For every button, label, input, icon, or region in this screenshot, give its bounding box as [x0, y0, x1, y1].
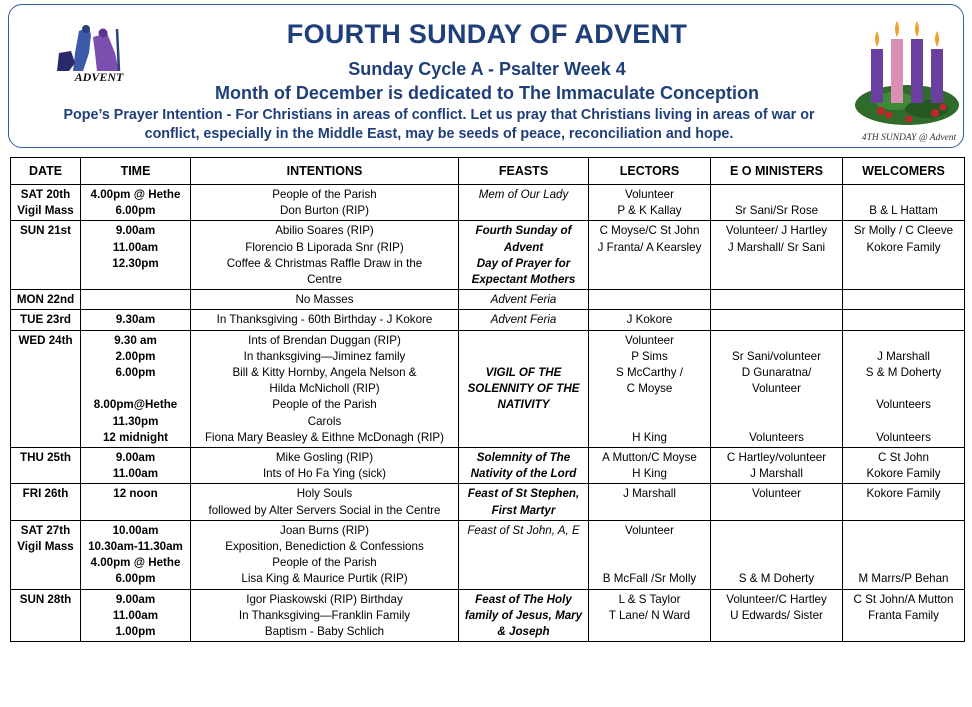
eo-ministers-line: Sr Sani/volunteer: [732, 349, 821, 363]
welcomers-line: Kokore Family: [866, 240, 941, 254]
lectors-line: [591, 539, 708, 555]
intentions-cell: [191, 589, 459, 642]
feasts-line: Solemnity of The: [476, 451, 571, 465]
welcomers-line: Sr Molly / C Cleeve: [853, 224, 954, 238]
eo-ministers-line: [713, 414, 840, 430]
intentions-cell: [191, 310, 459, 330]
feasts-line: Advent Feria: [490, 313, 557, 327]
eo-ministers-line: J Marshall: [750, 467, 803, 481]
lectors-line: C Moyse: [626, 382, 673, 396]
feasts-line: Advent Feria: [490, 293, 557, 307]
time-line: 12 noon: [113, 487, 158, 501]
eo-ministers-cell: [711, 310, 843, 330]
time-line: 4.00pm @ Hethe: [90, 188, 181, 201]
time-line: 9.30 am: [114, 333, 157, 347]
intentions-line: Mike Gosling (RIP): [275, 451, 374, 465]
lectors-line: T Lane/ N Ward: [608, 608, 691, 622]
eo-ministers-line: [713, 539, 840, 555]
date-line: THU 25th: [20, 451, 71, 465]
wreath-candles-icon: [847, 19, 969, 131]
welcomers-line: Kokore Family: [866, 467, 941, 481]
time-line: 9.00am: [115, 592, 156, 606]
lectors-line: H King: [632, 467, 667, 481]
feasts-cell: [459, 589, 589, 642]
date-line: SAT 27th: [20, 523, 71, 537]
time-cell: [81, 448, 191, 484]
welcomers-line: [845, 333, 962, 349]
lectors-line: [591, 414, 708, 430]
intentions-line: followed by Alter Servers Social in the Centre: [208, 503, 441, 517]
welcomers-cell: [843, 330, 965, 447]
time-line: 10.30am-11.30am: [88, 540, 183, 554]
time-line: 9.30am: [115, 313, 156, 327]
lectors-line: C Moyse/C St John: [599, 224, 700, 238]
date-line: SUN 28th: [19, 592, 72, 606]
feasts-line: Feast of St Stephen,: [467, 487, 580, 501]
intentions-line: Bill & Kitty Hornby, Angela Nelson &: [232, 366, 417, 380]
date-cell: [11, 589, 81, 642]
table-row: [11, 589, 965, 642]
intentions-cell: [191, 448, 459, 484]
eo-ministers-line: Volunteer: [752, 382, 801, 396]
intentions-line: Abilio Soares (RIP): [275, 224, 374, 238]
lectors-line: Volunteer: [625, 523, 674, 537]
time-line: 2.00pm: [115, 349, 156, 363]
welcomers-line: Kokore Family: [866, 487, 941, 501]
lectors-line: Volunteer: [625, 333, 674, 347]
welcomers-line: B & L Hattam: [869, 204, 938, 218]
table-row: [11, 330, 965, 447]
intentions-line: Lisa King & Maurice Purtik (RIP): [241, 572, 408, 586]
date-cell: [11, 330, 81, 447]
lectors-line: A Mutton/C Moyse: [602, 451, 697, 465]
table-header-row: [11, 158, 965, 185]
intentions-line: Don Burton (RIP): [280, 204, 369, 218]
feasts-line: [461, 333, 586, 349]
lectors-line: B McFall /Sr Molly: [602, 572, 697, 586]
welcomers-line: [845, 539, 962, 555]
intentions-line: Igor Piaskowski (RIP) Birthday: [246, 592, 403, 606]
welcomers-cell: [843, 290, 965, 310]
time-line: 6.00pm: [115, 572, 156, 586]
lectors-line: J Kokore: [626, 313, 673, 327]
date-cell: [11, 185, 81, 221]
mass-schedule-table: [10, 157, 965, 642]
feasts-line: [461, 349, 586, 365]
time-line: 11.00am: [112, 608, 159, 622]
column-header-lectors: LECTORS: [589, 158, 711, 185]
feasts-cell: [459, 185, 589, 221]
feasts-cell: [459, 484, 589, 520]
time-cell: [81, 221, 191, 290]
eo-ministers-cell: [711, 448, 843, 484]
advent-wreath-image: [847, 19, 969, 147]
date-line: SAT 20th: [20, 188, 71, 201]
lectors-line: H King: [632, 430, 667, 444]
intentions-line: Hilda McNicholl (RIP): [269, 382, 380, 396]
welcomers-line: Volunteers: [876, 398, 931, 412]
feasts-line: Feast of St John, A, E: [467, 523, 580, 537]
feasts-line: NATIVITY: [497, 398, 550, 412]
intentions-cell: [191, 520, 459, 589]
welcomers-line: C St John/A Mutton: [853, 592, 954, 606]
page-title: FOURTH SUNDAY OF ADVENT: [286, 19, 688, 49]
eo-ministers-line: Volunteer: [752, 487, 801, 501]
column-header-welcomers: WELCOMERS: [843, 158, 965, 185]
welcomers-cell: [843, 520, 965, 589]
table-row: [11, 520, 965, 589]
column-header-eo-ministers: E O MINISTERS: [711, 158, 843, 185]
lectors-cell: [589, 185, 711, 221]
date-cell: [11, 484, 81, 520]
feasts-line: Nativity of the Lord: [470, 467, 577, 481]
intentions-line: In Thanksgiving - 60th Birthday - J Kokore: [216, 313, 433, 327]
time-line: 4.00pm @ Hethe: [90, 556, 181, 570]
welcomers-line: S & M Doherty: [865, 366, 942, 380]
lectors-cell: [589, 221, 711, 290]
time-line: 12.30pm: [112, 256, 159, 270]
time-line: 8.00pm@Hethe: [93, 398, 178, 412]
eo-ministers-line: [713, 187, 840, 203]
intentions-line: Exposition, Benediction & Confessions: [225, 540, 424, 554]
month-dedication: Month of December is dedicated to The Immaculate Conception: [214, 83, 760, 103]
table-row: [11, 221, 965, 290]
feasts-line: SOLENNITY OF THE: [467, 382, 580, 396]
welcomers-line: C St John: [878, 451, 929, 465]
welcomers-line: [845, 555, 962, 571]
cycle-subtitle: Sunday Cycle A - Psalter Week 4: [348, 59, 626, 79]
welcomers-line: [845, 381, 962, 397]
intentions-line: People of the Parish: [272, 556, 377, 570]
time-cell: [81, 330, 191, 447]
time-line: 12 midnight: [102, 430, 169, 444]
column-header-date: DATE: [11, 158, 81, 185]
date-line: MON 22nd: [16, 293, 75, 307]
date-cell: [11, 310, 81, 330]
feasts-line: VIGIL OF THE: [485, 366, 562, 379]
intentions-line: Baptism - Baby Schlich: [264, 625, 385, 639]
column-header-time: TIME: [81, 158, 191, 185]
eo-ministers-line: Volunteer/C Hartley: [726, 592, 827, 606]
eo-ministers-cell: [711, 589, 843, 642]
table-row: [11, 290, 965, 310]
lectors-cell: [589, 310, 711, 330]
date-cell: [11, 221, 81, 290]
intentions-line: Ints of Ho Fa Ying (sick): [262, 467, 387, 481]
intentions-line: Fiona Mary Beasley & Eithne McDonagh (RIP): [204, 430, 445, 444]
lectors-line: [591, 397, 708, 413]
welcomers-line: J Marshall: [877, 349, 930, 363]
lectors-line: S McCarthy /: [616, 366, 683, 380]
time-cell: [81, 484, 191, 520]
time-line: 11.00am: [112, 240, 159, 254]
column-header-feasts: FEASTS: [459, 158, 589, 185]
welcomers-cell: [843, 310, 965, 330]
eo-ministers-cell: [711, 290, 843, 310]
time-line: 1.00pm: [115, 625, 156, 639]
eo-ministers-line: Sr Sani/Sr Rose: [734, 204, 819, 218]
date-line: Vigil Mass: [17, 204, 74, 218]
feasts-line: family of Jesus, Mary: [464, 608, 583, 622]
feasts-line: Day of Prayer for: [476, 256, 571, 270]
date-line: TUE 23rd: [20, 313, 71, 327]
eo-ministers-line: [713, 333, 840, 349]
prayer-line-1: Pope’s Prayer Intention - For Christians in areas of conflict. Let us pray that Christians living in areas of war or: [63, 107, 815, 123]
intentions-line: Ints of Brendan Duggan (RIP): [248, 333, 401, 347]
time-cell: [81, 185, 191, 221]
feasts-line: Feast of The Holy: [475, 592, 572, 606]
time-line: 6.00pm: [115, 366, 156, 380]
eo-ministers-line: C Hartley/volunteer: [726, 451, 827, 465]
time-cell: [81, 589, 191, 642]
date-cell: [11, 520, 81, 589]
feasts-cell: [459, 448, 589, 484]
eo-ministers-cell: [711, 221, 843, 290]
lectors-cell: [589, 520, 711, 589]
column-header-intentions: INTENTIONS: [191, 158, 459, 185]
date-cell: [11, 448, 81, 484]
intentions-line: Coffee & Christmas Raffle Draw in the: [226, 256, 423, 270]
welcomers-line: Franta Family: [868, 608, 939, 622]
welcomers-cell: [843, 221, 965, 290]
time-line: 6.00pm: [115, 204, 156, 218]
lectors-line: P Sims: [631, 349, 668, 363]
header-banner: [8, 4, 964, 148]
welcomers-line: [845, 187, 962, 203]
time-line: 9.00am: [115, 451, 156, 465]
lectors-cell: [589, 589, 711, 642]
feasts-cell: [459, 290, 589, 310]
intentions-line: No Masses: [295, 293, 354, 307]
intentions-line: In Thanksgiving—Franklin Family: [238, 608, 411, 622]
welcomers-line: Volunteers: [876, 430, 931, 444]
eo-ministers-cell: [711, 330, 843, 447]
date-cell: [11, 290, 81, 310]
intentions-cell: [191, 330, 459, 447]
eo-ministers-line: Volunteers: [749, 430, 804, 444]
feasts-line: Expectant Mothers: [471, 273, 576, 287]
feasts-line: Fourth Sunday of: [475, 224, 572, 238]
time-cell: [81, 290, 191, 310]
time-line: [83, 381, 188, 397]
table-row: [11, 448, 965, 484]
eo-ministers-line: S & M Doherty: [738, 572, 815, 586]
feasts-line: First Martyr: [491, 503, 556, 517]
intentions-line: Holy Souls: [296, 487, 353, 501]
advent-logo-text: ADVENT: [74, 70, 124, 84]
eo-ministers-cell: [711, 520, 843, 589]
feasts-line: Advent: [503, 240, 544, 254]
time-line: 11.00am: [112, 467, 159, 481]
welcomers-line: [845, 414, 962, 430]
lectors-line: [591, 555, 708, 571]
welcomers-cell: [843, 484, 965, 520]
feasts-line: Mem of Our Lady: [478, 188, 569, 201]
eo-ministers-line: [713, 555, 840, 571]
lectors-cell: [589, 448, 711, 484]
intentions-cell: [191, 185, 459, 221]
eo-ministers-line: [713, 397, 840, 413]
lectors-line: P & K Kallay: [617, 204, 682, 218]
lectors-cell: [589, 484, 711, 520]
lectors-line: J Marshall: [623, 487, 676, 501]
intentions-cell: [191, 221, 459, 290]
intentions-line: In thanksgiving—Jiminez family: [243, 349, 406, 363]
date-line: Vigil Mass: [17, 540, 74, 554]
time-line: 9.00am: [115, 224, 156, 238]
date-line: SUN 21st: [20, 224, 71, 238]
eo-ministers-cell: [711, 185, 843, 221]
eo-ministers-line: J Marshall/ Sr Sani: [727, 240, 826, 254]
intentions-line: People of the Parish: [272, 188, 377, 201]
date-line: FRI 26th: [22, 487, 69, 501]
welcomers-line: M Marrs/P Behan: [858, 572, 949, 586]
welcomers-cell: [843, 448, 965, 484]
intentions-line: Florencio B Liporada Snr (RIP): [245, 240, 404, 254]
table-row: [11, 310, 965, 330]
intentions-cell: [191, 484, 459, 520]
eo-ministers-line: Volunteer/ J Hartley: [725, 224, 828, 238]
welcomers-line: [845, 523, 962, 539]
table-row: [11, 484, 965, 520]
lectors-line: Volunteer: [625, 188, 674, 201]
eo-ministers-line: D Gunaratna/: [741, 366, 812, 380]
lectors-line: L & S Taylor: [618, 592, 681, 606]
lectors-line: J Franta/ A Kearsley: [597, 240, 702, 254]
intentions-line: Carols: [307, 414, 342, 428]
intentions-cell: [191, 290, 459, 310]
feasts-line: & Joseph: [497, 625, 550, 639]
time-line: 10.00am: [112, 523, 159, 537]
time-cell: [81, 520, 191, 589]
welcomers-cell: [843, 589, 965, 642]
feasts-cell: [459, 520, 589, 589]
intentions-line: People of the Parish: [272, 398, 377, 412]
intentions-line: Joan Burns (RIP): [280, 523, 369, 537]
prayer-intention: [39, 106, 839, 144]
lectors-cell: [589, 290, 711, 310]
feasts-cell: [459, 330, 589, 447]
feasts-cell: [459, 310, 589, 330]
time-cell: [81, 310, 191, 330]
intentions-line: Centre: [307, 273, 342, 287]
wreath-caption: 4TH SUNDAY @ Advent: [861, 133, 957, 143]
lectors-cell: [589, 330, 711, 447]
time-line: 11.30pm: [112, 414, 159, 428]
eo-ministers-cell: [711, 484, 843, 520]
feasts-cell: [459, 221, 589, 290]
table-row: [11, 185, 965, 221]
prayer-line-2: conflict, especially in the Middle East, may be seeds of peace, reconciliation and hope.: [144, 126, 734, 142]
welcomers-cell: [843, 185, 965, 221]
eo-ministers-line: [713, 523, 840, 539]
eo-ministers-line: U Edwards/ Sister: [730, 608, 823, 622]
date-line: WED 24th: [18, 333, 73, 347]
